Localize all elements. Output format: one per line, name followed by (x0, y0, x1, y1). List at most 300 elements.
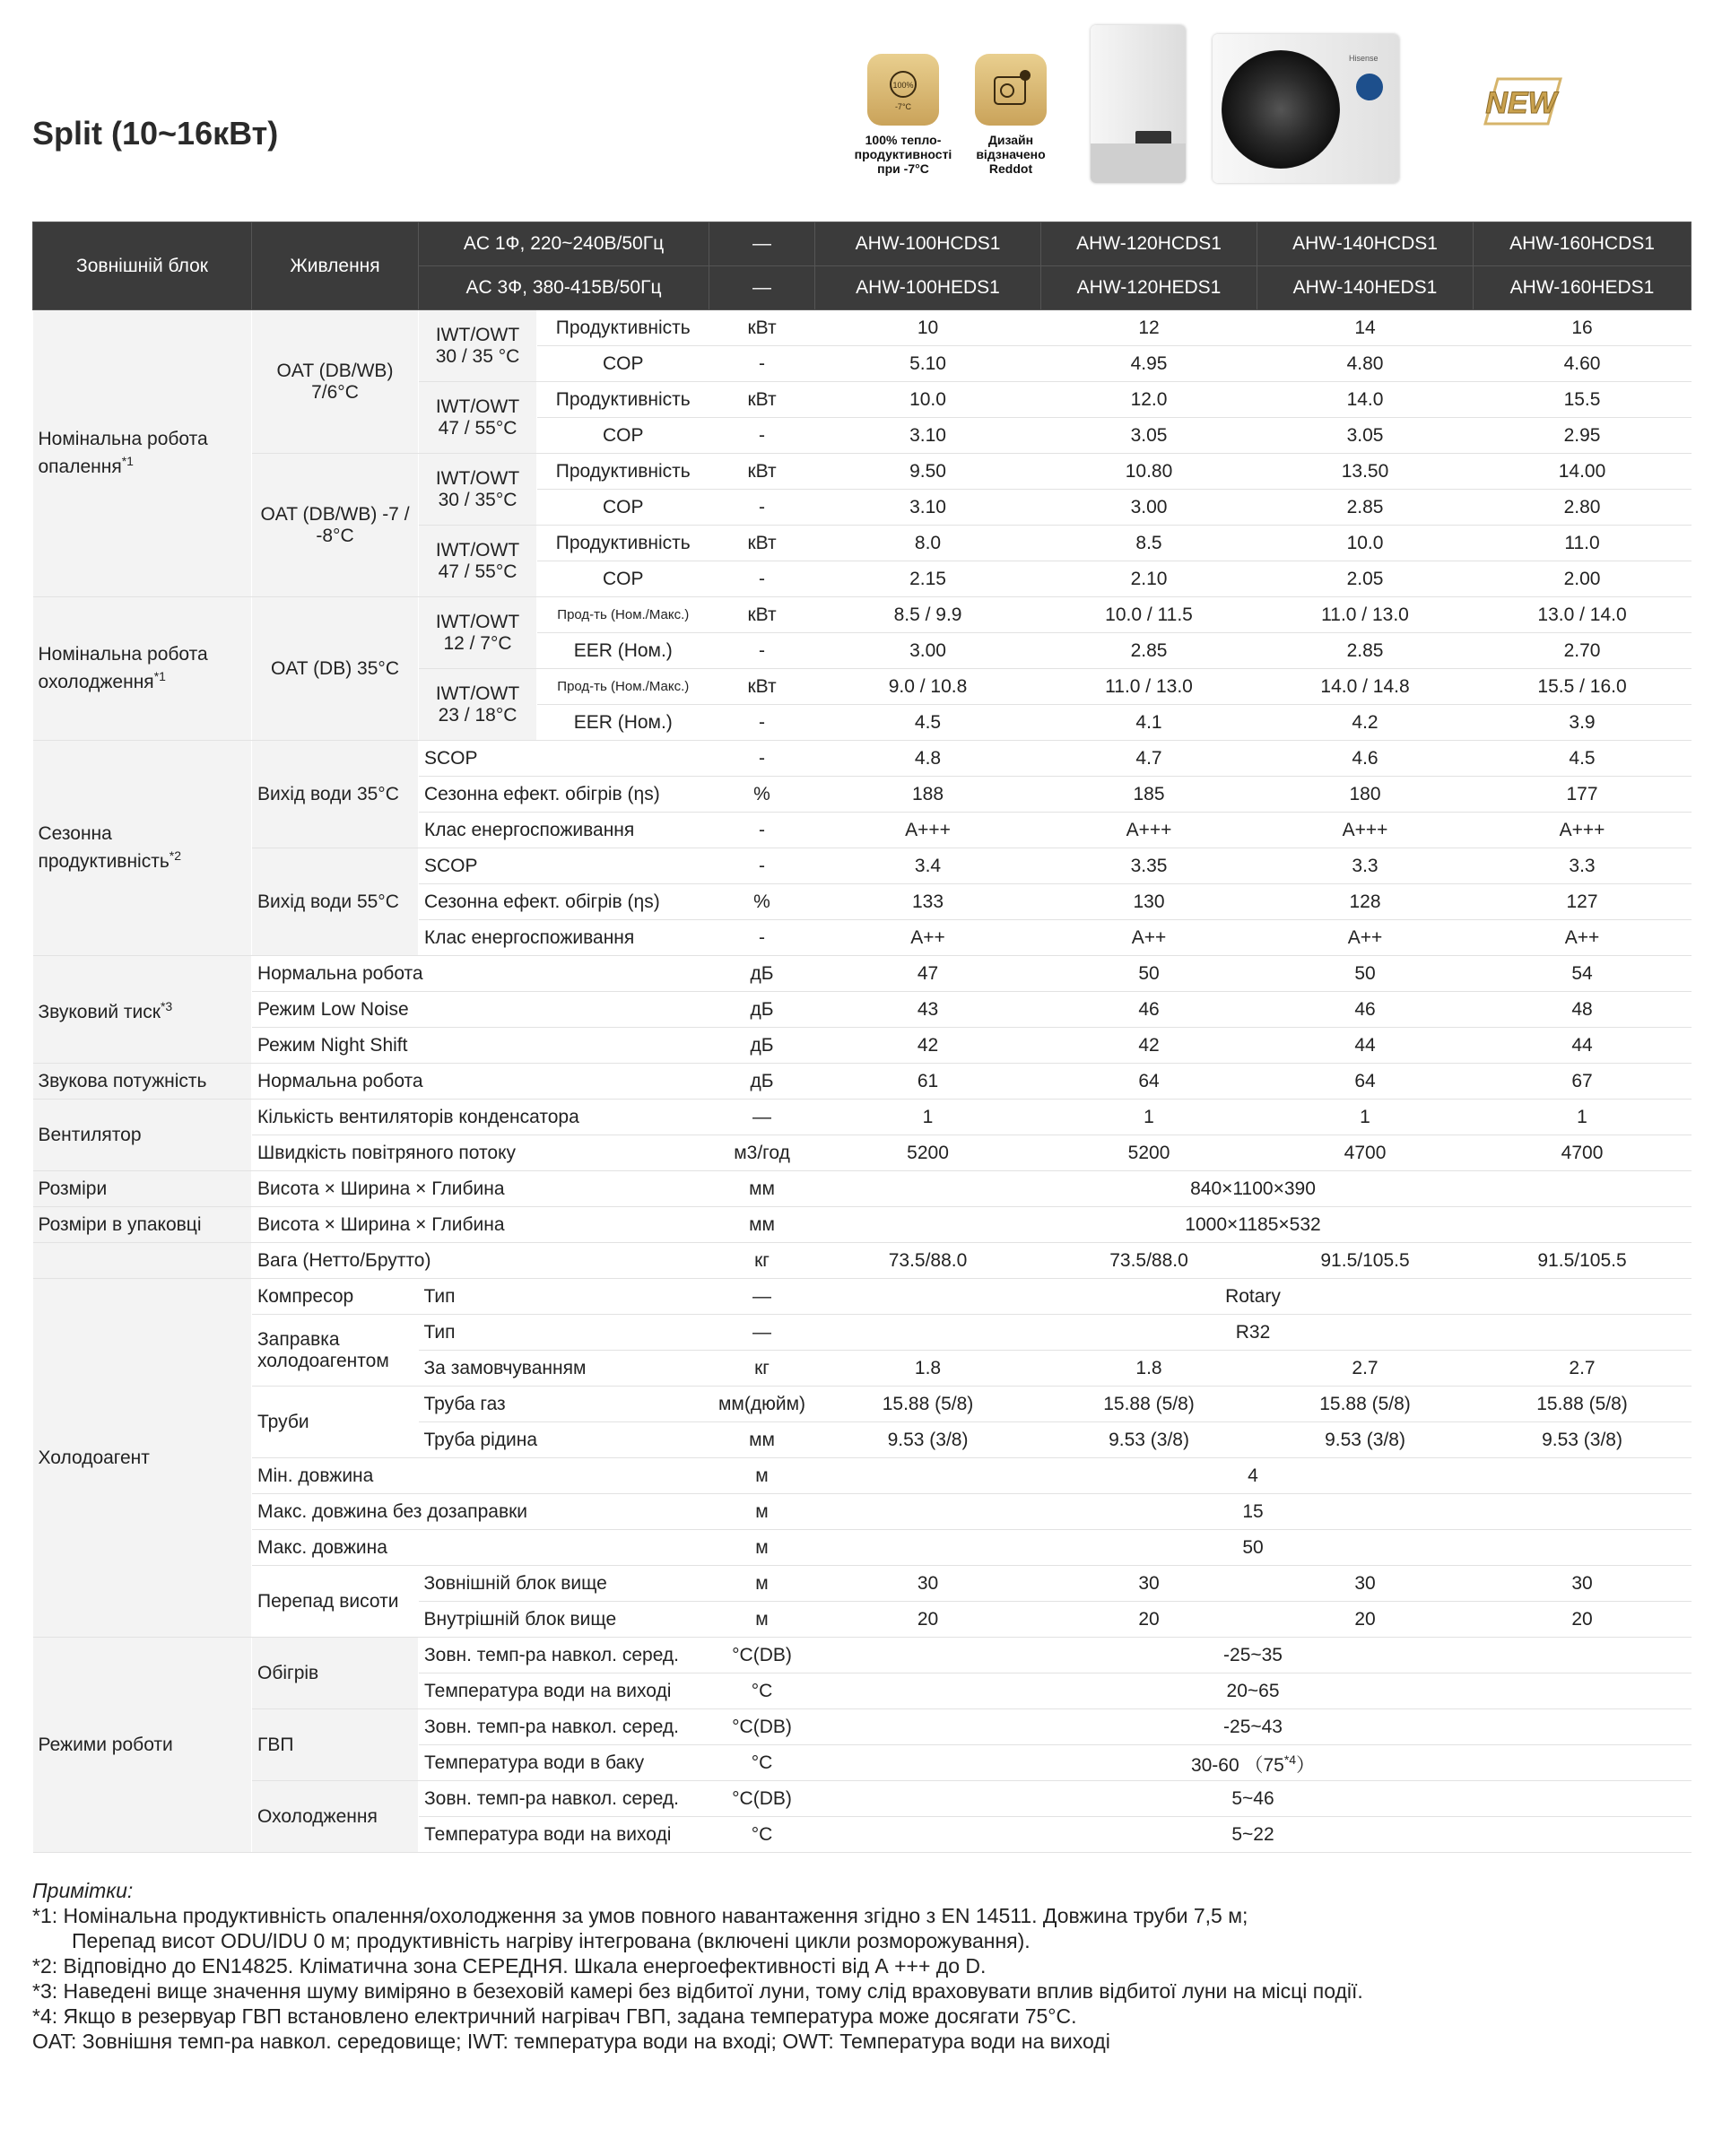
table-cell: кВт (709, 310, 815, 346)
table-cell: 128 (1257, 884, 1474, 920)
table-cell: % (709, 884, 815, 920)
table-cell: Прод-ть (Ном./Макс.) (537, 597, 709, 633)
table-cell: 2.10 (1041, 561, 1257, 597)
table-cell: 9.0 / 10.8 (815, 669, 1041, 705)
table-cell: 4.80 (1257, 346, 1474, 382)
table-cell: A++ (815, 920, 1041, 956)
table-cell: 47 (815, 956, 1041, 992)
table-cell: 1 (1474, 1100, 1692, 1135)
table-cell: Тип (419, 1315, 709, 1351)
table-cell: 15 (815, 1494, 1692, 1530)
header-outdoor: Зовнішній блок (33, 222, 252, 310)
table-cell: 11.0 / 13.0 (1041, 669, 1257, 705)
table-cell: COP (537, 490, 709, 526)
table-cell: - (709, 848, 815, 884)
svg-text:NEW: NEW (1485, 86, 1557, 120)
table-cell: 3.00 (815, 633, 1041, 669)
row-label: IWT/OWT 30 / 35°C (419, 454, 537, 526)
table-cell: Нормальна робота (252, 956, 709, 992)
table-cell: °C (709, 1745, 815, 1781)
table-cell: 5200 (1041, 1135, 1257, 1171)
header-spec-1ph: AC 1Ф, 220~240B/50Гц (419, 222, 709, 266)
outdoor-unit-image (1213, 34, 1399, 183)
table-cell: 8.5 (1041, 526, 1257, 561)
table-cell: A++ (1257, 920, 1474, 956)
row-label: Розміри (33, 1171, 252, 1207)
table-cell: мм (709, 1207, 815, 1243)
table-cell: - (709, 490, 815, 526)
table-cell: 2.05 (1257, 561, 1474, 597)
table-cell: 3.35 (1041, 848, 1257, 884)
table-cell: 2.85 (1257, 490, 1474, 526)
table-cell: 14.00 (1474, 454, 1692, 490)
table-cell: Температура води на виході (419, 1817, 709, 1853)
table-cell: Продуктивність (537, 310, 709, 346)
header-model: AHW-160HCDS1 (1474, 222, 1692, 266)
table-cell: °C(DB) (709, 1781, 815, 1817)
section-heating: Номінальна робота опалення$^{*1}$ (33, 310, 252, 597)
table-cell: 4700 (1474, 1135, 1692, 1171)
table-cell: мм (709, 1171, 815, 1207)
table-cell: 1.8 (1041, 1351, 1257, 1387)
table-cell: 1 (1257, 1100, 1474, 1135)
table-row (33, 1566, 1692, 1602)
thermometer-100-icon (867, 54, 939, 126)
table-cell: - (709, 705, 815, 741)
table-cell: 9.50 (815, 454, 1041, 490)
table-cell: Макс. довжина без дозаправки (252, 1494, 709, 1530)
table-cell: 133 (815, 884, 1041, 920)
table-row (33, 1135, 1692, 1171)
header-model: AHW-100HCDS1 (815, 222, 1041, 266)
table-cell: 4.2 (1257, 705, 1474, 741)
table-cell: 10.80 (1041, 454, 1257, 490)
table-cell: 30-60 （75$^{*4}$） (815, 1745, 1692, 1781)
table-cell: Температура води в баку (419, 1745, 709, 1781)
table-cell: 42 (1041, 1028, 1257, 1064)
row-label: OAT (DB) 35°C (252, 597, 419, 741)
table-row (33, 848, 1692, 884)
table-cell: Сезонна ефект. обігрів (ηs) (419, 777, 709, 813)
section-cooling: Номінальна робота охолодження$^{*1}$ (33, 597, 252, 741)
table-cell: 9.53 (3/8) (1257, 1422, 1474, 1458)
table-cell: 42 (815, 1028, 1041, 1064)
table-cell: кВт (709, 454, 815, 490)
table-cell: 3.3 (1474, 848, 1692, 884)
table-cell: 3.4 (815, 848, 1041, 884)
table-cell: Зовнішній блок вище (419, 1566, 709, 1602)
reddot-badge: Дизайн відзначено Reddot (952, 54, 1069, 176)
page-title: Split (10~16кВт) (32, 115, 279, 152)
table-cell: °C(DB) (709, 1638, 815, 1674)
table-cell: 2.7 (1257, 1351, 1474, 1387)
table-cell: 5200 (815, 1135, 1041, 1171)
table-cell: 14.0 (1257, 382, 1474, 418)
table-cell: 12 (1041, 310, 1257, 346)
table-cell: м3/год (709, 1135, 815, 1171)
table-cell: Швидкість повітряного потоку (252, 1135, 709, 1171)
table-cell: 3.10 (815, 490, 1041, 526)
table-cell: Труба газ (419, 1387, 709, 1422)
table-cell: 67 (1474, 1064, 1692, 1100)
table-cell: 9.53 (3/8) (1474, 1422, 1692, 1458)
table-row (33, 992, 1692, 1028)
footnotes: Примітки: *1: Номінальна продуктивність опалення/охолодження за умов повного навантаження згідно з EN 14511. Довжина труби 7,5 м; Перепад висот ODU/IDU 0 м; продуктивність нагріву інтегрована (включені цикли розморожування). *2: Відповідно до EN14825. Кліматична зона СЕРЕДНЯ. Шкала енергоефективності від А +++ до D. *3: Наведені вище значення шуму виміряно в безеховій камері без відбитої луни, тому слід враховувати вплив відбитої луни на місці події. *4: Якщо в резервуар ГВП встановлено електричний нагрівач ГВП, задана температура може досягати 75°C. OAT: Зовнішня темп-ра навкол. середовище; IWT: температура води на вході; OWT: Температура води на виході (32, 1879, 1363, 2053)
table-cell: 54 (1474, 956, 1692, 992)
table-cell: дБ (709, 992, 815, 1028)
header-power: Живлення (252, 222, 419, 310)
table-cell: Зовн. темп-ра навкол. серед. (419, 1781, 709, 1817)
table-row (33, 1028, 1692, 1064)
table-cell: 2.7 (1474, 1351, 1692, 1387)
row-label: IWT/OWT 23 / 18°C (419, 669, 537, 741)
table-cell: 43 (815, 992, 1041, 1028)
table-cell: 4.8 (815, 741, 1041, 777)
table-cell: 30 (1041, 1566, 1257, 1602)
table-cell: 1000×1185×532 (815, 1207, 1692, 1243)
table-cell: 30 (1257, 1566, 1474, 1602)
table-cell: м (709, 1602, 815, 1638)
row-label: Розміри в упаковці (33, 1207, 252, 1243)
table-cell: м (709, 1458, 815, 1494)
table-cell: 20 (1041, 1602, 1257, 1638)
table-cell: 64 (1041, 1064, 1257, 1100)
table-cell: A++ (1474, 920, 1692, 956)
table-cell: COP (537, 418, 709, 454)
table-cell: 2.70 (1474, 633, 1692, 669)
table-cell: Висота × Ширина × Глибина (252, 1171, 709, 1207)
table-cell: Режим Night Shift (252, 1028, 709, 1064)
table-cell: -25~43 (815, 1709, 1692, 1745)
table-row (33, 1315, 1692, 1351)
table-cell: 15.88 (5/8) (1041, 1387, 1257, 1422)
table-row (33, 454, 1692, 490)
table-cell: 8.5 / 9.9 (815, 597, 1041, 633)
table-cell: 13.50 (1257, 454, 1474, 490)
table-cell: м (709, 1566, 815, 1602)
table-cell: Продуктивність (537, 382, 709, 418)
table-cell: 1 (815, 1100, 1041, 1135)
row-label: IWT/OWT 12 / 7°C (419, 597, 537, 669)
table-cell: 4.1 (1041, 705, 1257, 741)
table-cell: мм(дюйм) (709, 1387, 815, 1422)
heating-100-badge: 100% -7°C 100% тепло- продуктивності при -7°С (845, 54, 961, 176)
table-cell: 14.0 / 14.8 (1257, 669, 1474, 705)
table-cell: - (709, 418, 815, 454)
table-cell: 2.15 (815, 561, 1041, 597)
table-cell: 91.5/105.5 (1257, 1243, 1474, 1279)
table-cell: 4.60 (1474, 346, 1692, 382)
table-cell: 10 (815, 310, 1041, 346)
table-cell: 1.8 (815, 1351, 1041, 1387)
table-cell: кВт (709, 597, 815, 633)
table-cell: 4700 (1257, 1135, 1474, 1171)
brand-logo-icon (1356, 74, 1383, 100)
table-cell: Внутрішній блок вище (419, 1602, 709, 1638)
svg-text:100%: 100% (892, 81, 914, 90)
table-cell: 15.5 / 16.0 (1474, 669, 1692, 705)
table-cell: % (709, 777, 815, 813)
header-model: AHW-100HEDS1 (815, 266, 1041, 310)
table-cell: 5.10 (815, 346, 1041, 382)
table-cell: 3.05 (1257, 418, 1474, 454)
table-cell: Кількість вентиляторів конденсатора (252, 1100, 709, 1135)
table-cell: 2.85 (1257, 633, 1474, 669)
row-label: OAT (DB/WB) 7/6°C (252, 310, 419, 454)
table-row (33, 1781, 1692, 1817)
table-cell: Продуктивність (537, 454, 709, 490)
table-cell: 10.0 / 11.5 (1041, 597, 1257, 633)
table-cell: A++ (1041, 920, 1257, 956)
table-cell: Клас енергоспоживання (419, 813, 709, 848)
table-cell: кВт (709, 382, 815, 418)
table-cell: 188 (815, 777, 1041, 813)
table-cell: 16 (1474, 310, 1692, 346)
row-label: Вентилятор (33, 1100, 252, 1171)
row-label (33, 1243, 252, 1279)
table-cell: Труба рідина (419, 1422, 709, 1458)
table-cell: м (709, 1530, 815, 1566)
row-label: Звукова потужність (33, 1064, 252, 1100)
table-row (33, 1064, 1692, 1100)
table-cell: кг (709, 1351, 815, 1387)
header-model: AHW-160HEDS1 (1474, 266, 1692, 310)
row-label: Вихід води 55°C (252, 848, 419, 956)
table-row (33, 1638, 1692, 1674)
table-cell: COP (537, 346, 709, 382)
table-cell: Режим Low Noise (252, 992, 709, 1028)
svg-text:-7°C: -7°C (894, 102, 912, 111)
table-row (33, 1387, 1692, 1422)
section-sound-pressure: Звуковий тиск$^{*3}$ (33, 956, 252, 1064)
table-row (33, 1709, 1692, 1745)
table-cell: 4.5 (815, 705, 1041, 741)
table-cell: R32 (815, 1315, 1692, 1351)
table-cell: 11.0 / 13.0 (1257, 597, 1474, 633)
table-cell: Компресор (252, 1279, 419, 1315)
table-cell: 2.95 (1474, 418, 1692, 454)
table-cell: A+++ (1041, 813, 1257, 848)
table-cell: 30 (1474, 1566, 1692, 1602)
table-cell: 73.5/88.0 (815, 1243, 1041, 1279)
table-cell: Макс. довжина (252, 1530, 709, 1566)
table-row (33, 1494, 1692, 1530)
table-cell: 3.10 (815, 418, 1041, 454)
table-row (33, 1100, 1692, 1135)
table-cell: Заправка холодоагентом (252, 1315, 419, 1387)
row-label: IWT/OWT 30 / 35 °C (419, 310, 537, 382)
table-cell: A+++ (815, 813, 1041, 848)
table-cell: Тип (419, 1279, 709, 1315)
table-cell: дБ (709, 1064, 815, 1100)
table-cell: -25~35 (815, 1638, 1692, 1674)
row-label: Холодоагент (33, 1279, 252, 1638)
table-cell: 46 (1041, 992, 1257, 1028)
table-cell: 3.00 (1041, 490, 1257, 526)
table-cell: 3.3 (1257, 848, 1474, 884)
table-cell: Клас енергоспоживання (419, 920, 709, 956)
table-cell: 50 (1257, 956, 1474, 992)
table-cell: - (709, 813, 815, 848)
table-row (33, 741, 1692, 777)
table-cell: EER (Ном.) (537, 633, 709, 669)
table-cell: 130 (1041, 884, 1257, 920)
table-row (33, 1458, 1692, 1494)
table-row (33, 1530, 1692, 1566)
table-cell: 10.0 (1257, 526, 1474, 561)
table-cell: 50 (1041, 956, 1257, 992)
table-cell: м (709, 1494, 815, 1530)
table-cell: 15.88 (5/8) (815, 1387, 1041, 1422)
table-cell: 20~65 (815, 1674, 1692, 1709)
table-row (33, 956, 1692, 992)
table-cell: 4.7 (1041, 741, 1257, 777)
table-cell: 20 (1257, 1602, 1474, 1638)
table-cell: Продуктивність (537, 526, 709, 561)
table-cell: SCOP (419, 741, 709, 777)
table-cell: дБ (709, 1028, 815, 1064)
table-cell: 4.95 (1041, 346, 1257, 382)
table-cell: Зовн. темп-ра навкол. серед. (419, 1709, 709, 1745)
table-cell: A+++ (1257, 813, 1474, 848)
table-cell: дБ (709, 956, 815, 992)
table-cell: — (709, 1279, 815, 1315)
table-cell: Труби (252, 1387, 419, 1458)
table-cell: 50 (815, 1530, 1692, 1566)
table-cell: 2.80 (1474, 490, 1692, 526)
table-cell: 15.88 (5/8) (1257, 1387, 1474, 1422)
table-row (33, 1243, 1692, 1279)
table-cell: - (709, 561, 815, 597)
table-cell: 177 (1474, 777, 1692, 813)
table-cell: 180 (1257, 777, 1474, 813)
table-cell: 185 (1041, 777, 1257, 813)
table-cell: 4.6 (1257, 741, 1474, 777)
table-cell: — (709, 1315, 815, 1351)
new-badge (1467, 70, 1575, 133)
table-row (33, 1279, 1692, 1315)
header-model: AHW-140HEDS1 (1257, 266, 1474, 310)
table-cell: 127 (1474, 884, 1692, 920)
reddot-design-icon (975, 54, 1047, 126)
table-cell: — (709, 1100, 815, 1135)
table-cell: 3.9 (1474, 705, 1692, 741)
table-cell: 48 (1474, 992, 1692, 1028)
table-cell: 15.88 (5/8) (1474, 1387, 1692, 1422)
table-cell: 91.5/105.5 (1474, 1243, 1692, 1279)
table-cell: - (709, 920, 815, 956)
table-cell: 73.5/88.0 (1041, 1243, 1257, 1279)
row-label: Обігрів (252, 1638, 419, 1709)
table-cell: 840×1100×390 (815, 1171, 1692, 1207)
table-cell: Вага (Нетто/Брутто) (252, 1243, 709, 1279)
table-cell: 46 (1257, 992, 1474, 1028)
table-cell: A+++ (1474, 813, 1692, 848)
table-cell: 1 (1041, 1100, 1257, 1135)
table-cell: За замовчуванням (419, 1351, 709, 1387)
row-label: IWT/OWT 47 / 55°C (419, 382, 537, 454)
table-cell: 15.5 (1474, 382, 1692, 418)
table-cell: кВт (709, 526, 815, 561)
table-cell: °C (709, 1817, 815, 1853)
table-cell: Сезонна ефект. обігрів (ηs) (419, 884, 709, 920)
table-cell: Перепад висоти (252, 1566, 419, 1638)
table-cell: - (709, 633, 815, 669)
table-row (33, 597, 1692, 633)
table-cell: 11.0 (1474, 526, 1692, 561)
header-model: AHW-140HCDS1 (1257, 222, 1474, 266)
table-cell: Нормальна робота (252, 1064, 709, 1100)
table-cell: EER (Ном.) (537, 705, 709, 741)
table-cell: Температура води на виході (419, 1674, 709, 1709)
table-cell: - (709, 346, 815, 382)
row-label: Вихід води 35°C (252, 741, 419, 848)
table-cell: °C (709, 1674, 815, 1709)
table-cell: Зовн. темп-ра навкол. серед. (419, 1638, 709, 1674)
table-cell: 44 (1257, 1028, 1474, 1064)
table-cell: 8.0 (815, 526, 1041, 561)
table-cell: 5~46 (815, 1781, 1692, 1817)
section-seasonal: Сезонна продуктивність$^{*2}$ (33, 741, 252, 956)
header-model: AHW-120HCDS1 (1041, 222, 1257, 266)
table-cell: 13.0 / 14.0 (1474, 597, 1692, 633)
table-cell: 20 (815, 1602, 1041, 1638)
fan-icon (1222, 50, 1340, 169)
table-cell: Прод-ть (Ном./Макс.) (537, 669, 709, 705)
table-cell: мм (709, 1422, 815, 1458)
row-label: IWT/OWT 47 / 55°C (419, 526, 537, 597)
table-cell: - (709, 741, 815, 777)
table-cell: 12.0 (1041, 382, 1257, 418)
table-cell: 2.85 (1041, 633, 1257, 669)
table-cell: 5~22 (815, 1817, 1692, 1853)
row-label: Режими роботи (33, 1638, 252, 1853)
table-cell: 20 (1474, 1602, 1692, 1638)
table-cell: 4 (815, 1458, 1692, 1494)
table-cell: 10.0 (815, 382, 1041, 418)
table-cell: °C(DB) (709, 1709, 815, 1745)
table-cell: COP (537, 561, 709, 597)
table-cell: 61 (815, 1064, 1041, 1100)
table-cell: 4.5 (1474, 741, 1692, 777)
table-cell: Rotary (815, 1279, 1692, 1315)
row-label: Охолодження (252, 1781, 419, 1853)
row-label: OAT (DB/WB) -7 / -8°C (252, 454, 419, 597)
table-cell: 64 (1257, 1064, 1474, 1100)
header-spec-3ph: AC 3Ф, 380-415B/50Гц (419, 266, 709, 310)
table-cell: 9.53 (3/8) (815, 1422, 1041, 1458)
table-row (33, 1171, 1692, 1207)
header-model: AHW-120HEDS1 (1041, 266, 1257, 310)
table-cell: 9.53 (3/8) (1041, 1422, 1257, 1458)
table-cell: кг (709, 1243, 815, 1279)
row-label: ГВП (252, 1709, 419, 1781)
spec-table: Зовнішній блок Живлення AC 1Ф, 220~240B/50Гц — AHW-100HCDS1 AHW-120HCDS1 AHW-140HCDS1 AHW-160HCDS1 AC 3Ф, 380-415B/50Гц — AHW-100HEDS1 AHW-120HEDS1 AHW-140HEDS1 AHW-160HEDS1 Номінальна робота опалення$^{*1}$ OAT (DB/WB) 7/6°C IWT/OWT 30 / 35 °C Продуктивність кВт 10 12 14 16 COP - 5.10 4.95 4.80 4.60 IWT/OWT 47 / 55°C Продуктивність кВт 10.0 12.0 14.0 15.5 COP - 3.10 3.05 3.05 2.95 OAT (DB/WB) -7 / -8°C IWT/OWT 30 / 35°C Продуктивність кВт 9.50 10.80 13.50 14.00 COP - 3.10 3.00 2.85 2.80 IWT/OWT 47 / 55°C Продуктивність кВт 8.0 8.5 10.0 11.0 COP - 2.15 2.10 2.05 2.00 Номінальна робота охолодження$^{*1}$ OAT (DB) 35°C IWT/OWT 12 / 7°C Прод-ть (Ном./Макс.) кВт 8.5 / 9.9 10.0 / 11.5 11.0 / 13.0 13.0 / 14.0 EER (Ном.) - 3.00 2.85 2.85 2.70 IWT/OWT 23 / 18°C Прод-ть (Ном./Макс.) кВт 9.0 / 10.8 11.0 / 13.0 14.0 / 14.8 15.5 / 16.0 EER (Ном.) - 4.5 4.1 4.2 3.9 Сезонна продуктивність$^{*2}$ Вихід води 35°C SCOP - 4.8 4.7 4.6 4.5 Сезонна ефект. обігрів (ηs) % 188 185 180 177 Клас енергоспоживання - A+++ A+++ A+++ A+++ Вихід води 55°C SCOP - 3.4 3.35 3.3 3.3 Сезонна ефект. обігрів (ηs) % 133 130 128 127 Клас енергоспоживання - A++ A++ A++ A++ Звуковий тиск$^{*3}$ Нормальна робота дБ 47 50 50 54 Режим Low Noise дБ 43 46 46 48 Режим Night Shift дБ 42 42 44 44 Звукова потужність Нормальна робота дБ 61 64 64 67 Вентилятор Кількість вентиляторів конденсатора — 1 1 1 1 Швидкість повітряного потоку м3/год 5200 5200 4700 4700 Розміри Висота × Ширина × Глибина мм 840×1100×390 Розміри в упаковці Висота × Ширина × Глибина мм 1000×1185×532 Вага (Нетто/Брутто) кг 73.5/88.0 73.5/88.0 91.5/105.5 91.5/105.5 Холодоагент Компресор Тип — Rotary Заправка холодоагентом Тип — R32 За замовчуванням кг 1.8 1.8 2.7 2.7 Труби Труба газ мм(дюйм) 15.88 (5/8) 15.88 (5/8) 15.88 (5/8) 15.88 (5/8) Труба рідина мм 9.53 (3/8) 9.53 (3/8) 9.53 (3/8) 9.53 (3/8) Мін. довжина м 4 Макс. довжина без дозаправки м 15 Макс. довжина м 50 Перепад висоти Зовнішній блок вище м 30 30 30 30 Внутрішній блок вище м 20 20 20 20 Режими роботи Обігрів Зовн. темп-ра навкол. серед. °C(DB) -25~35 Температура води на виході °C 20~65 ГВП Зовн. темп-ра навкол. серед. °C(DB) -25~43 Температура води в баку °C 30-60 （75$^{*4}$） Охолодження Зовн. темп-ра навкол. серед. °C(DB) 5~46 Температура води на виході °C 5~22 (32, 222, 1692, 1853)
indoor-unit-image (1091, 25, 1186, 183)
table-cell: SCOP (419, 848, 709, 884)
table-cell: 44 (1474, 1028, 1692, 1064)
table-cell: 14 (1257, 310, 1474, 346)
table-cell: 3.05 (1041, 418, 1257, 454)
table-cell: Висота × Ширина × Глибина (252, 1207, 709, 1243)
table-cell: 2.00 (1474, 561, 1692, 597)
table-row (33, 1207, 1692, 1243)
table-cell: Мін. довжина (252, 1458, 709, 1494)
table-cell: кВт (709, 669, 815, 705)
table-row (33, 310, 1692, 346)
brand-label: Hisense (1349, 54, 1378, 63)
table-cell: 30 (815, 1566, 1041, 1602)
